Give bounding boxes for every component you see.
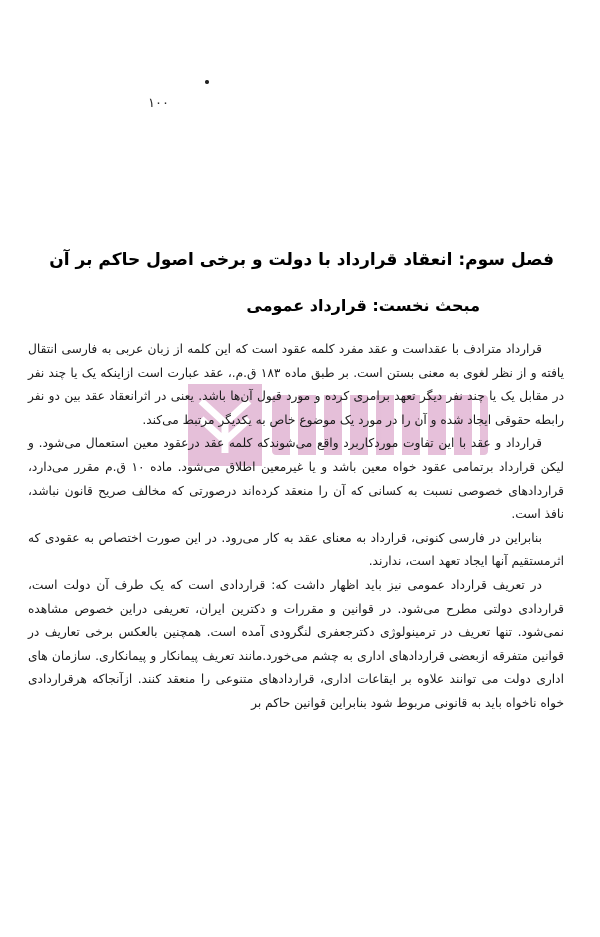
chapter-title: فصل سوم: انعقاد قرارداد با دولت و برخی اصول حاکم بر آن <box>49 250 554 270</box>
page-number: ۱۰۰ <box>148 96 169 111</box>
ink-dot <box>205 80 209 84</box>
paragraph-3: بنابراین در فارسی کنونی، قرارداد به معنای عقد به کار می‌رود. در این صورت اختصاص به عقودی که اثرمستقیم آنها ایجاد تعهد است، ندارند. <box>28 530 564 569</box>
body-text <box>28 338 564 716</box>
paragraph-2: قرارداد و عقد با این تفاوت موردکاربرد واقع می‌شوندکه کلمه عقد درعقود معین استعمال می‌شود. و لیکن قرارداد برتمامی عقود خواه معین باشد و یا غیرمعین اطلاق می‌شود. ماده ۱۰ ق.م مقرر می‌دارد، قراردادهای خصوصی نسبت به کسانی که آن را منعقد کرده‌اند درصورتی که مخالف صریح قانون نباشد، نافذ است. <box>28 436 564 522</box>
section-title: مبحث نخست: قرارداد عمومی <box>246 296 480 315</box>
paragraph-1: قرارداد مترادف با عقداست و عقد مفرد کلمه عقود است که این کلمه از زبان عربی به فارسی انتقال یافته و از نظر لغوی به معنی بستن است. بر طبق ماده ۱۸۳ ق.م.، عقد عبارت است ازاینکه یک یا چند نفر در مقابل یک یا چند نفر دیگر تعهد برامری کرده و مورد قبول آن‌ها باشد. یعنی در اثرانعقاد عقد بین دو نفر رابطه حقوقی ایجاد شده و آن را در مورد یک موضوع خاص به یکدیگر مرتبط می‌کند. <box>28 342 565 427</box>
paragraph-4: در تعریف قرارداد عمومی نیز باید اظهار داشت که: قراردادی است که یک طرف آن دولت است، قراردادی دولتی مطرح می‌شود. در قوانین و مقررات و دکترین ایران، تعریفی دراین خصوص مشاهده نمی‌شود. تنها تعریف در ترمینولوژی دکترجعفری لنگرودی آمده است. همچنین بالعکس برخی تعاریف در قوانین متفرقه ازبعضی قراردادهای اداری به چشم می‌خورد.مانند تعریف پیمانکار و پیمانکاری. سازمان های اداری دولت می توانند علاوه بر ایقاعات اداری، قراردادهای متنوعی را منعقد کنند. ازآنجاکه هرقراردادی خواه ناخواه باید به قانونی مربوط شود بنابراین قوانین حاکم بر <box>28 577 564 710</box>
